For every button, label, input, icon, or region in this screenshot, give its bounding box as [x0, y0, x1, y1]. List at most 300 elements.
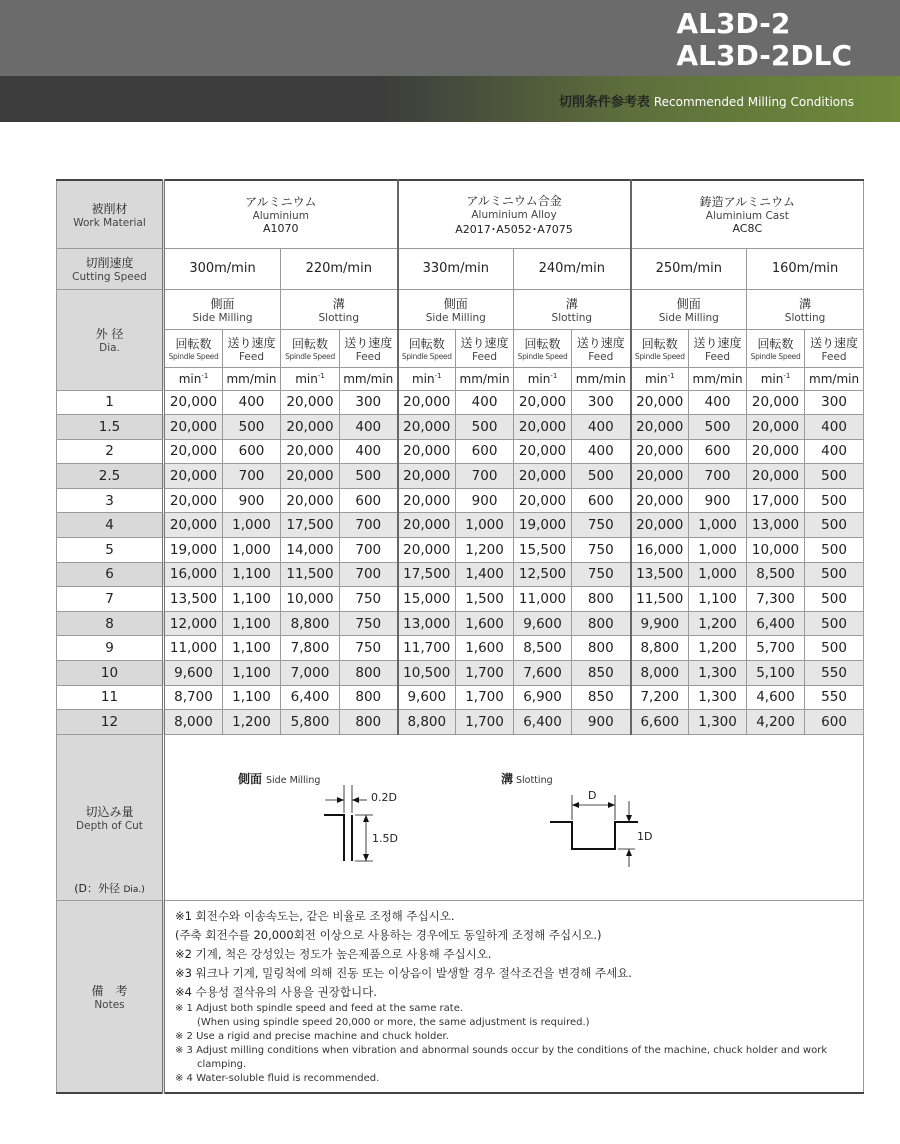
table-cell: 9,600	[514, 611, 572, 636]
table-cell: 20,000	[281, 439, 340, 464]
table-cell: 400	[689, 390, 747, 415]
subtitle-ja: 切削条件参考表	[558, 95, 650, 110]
table-row	[57, 611, 864, 636]
table-cell: 800	[572, 587, 631, 612]
table-cell: 300	[572, 390, 631, 415]
table-cell: 20,000	[631, 513, 689, 538]
table-cell: 1,200	[689, 636, 747, 661]
table-cell: 500	[572, 464, 631, 489]
table-cell: 19,000	[164, 538, 223, 563]
table-cell: 750	[572, 513, 631, 538]
slot-axial-label: 1D	[637, 829, 653, 843]
table-cell: 17,000	[747, 488, 805, 513]
spindle-speed-header	[747, 329, 805, 367]
table-cell: 750	[572, 538, 631, 563]
table-row	[57, 538, 864, 563]
spindle-unit	[747, 367, 805, 390]
table-cell: 13,500	[164, 587, 223, 612]
table-cell: 17,500	[398, 562, 456, 587]
table-cell: 1,100	[689, 587, 747, 612]
spindle-ja: 回転数	[408, 337, 445, 351]
op-6-en: Slotting	[784, 311, 826, 324]
table-cell: 500	[805, 611, 864, 636]
spindle-en: Spindle Speed	[168, 352, 219, 361]
table-cell: 20,000	[164, 415, 223, 440]
table-cell: 11,500	[631, 587, 689, 612]
note-en-6: ※ 4 Water-soluble fluid is recommended.	[175, 1072, 380, 1084]
depth-of-cut-label	[57, 734, 164, 900]
table-cell: 10,500	[398, 661, 456, 686]
table-cell: 1,000	[223, 538, 281, 563]
table-cell: 700	[456, 464, 514, 489]
slot-width-arrow-right	[608, 802, 615, 808]
table-cell: 20,000	[514, 439, 572, 464]
dia-label-ja: 外 径	[95, 327, 124, 341]
table-cell: 1,100	[223, 611, 281, 636]
table-cell: 20,000	[747, 439, 805, 464]
op-6-ja: 溝	[799, 296, 812, 311]
table-cell: 14,000	[281, 538, 340, 563]
spindle-feed-header-row	[57, 329, 864, 367]
speed-1: 300m/min	[164, 248, 281, 289]
side-milling-ja: 側面	[238, 771, 263, 786]
spindle-ja: 回転数	[175, 337, 212, 351]
table-cell: 15,500	[514, 538, 572, 563]
table-cell: 700	[340, 538, 398, 563]
table-cell: 12,000	[164, 611, 223, 636]
table-cell: 1,000	[689, 538, 747, 563]
note-ko-4: ※3 워크나 기계, 밀링척에 의해 진동 또는 이상음이 발생할 경우 절삭조건을 변경해 주세요.	[175, 965, 632, 980]
table-cell: 9,600	[398, 685, 456, 710]
work-material-ja: 被削材	[91, 201, 128, 216]
table-cell: 20,000	[631, 390, 689, 415]
spindle-speed-header	[631, 329, 689, 367]
table-cell: 7,200	[631, 685, 689, 710]
table-cell: 11,500	[281, 562, 340, 587]
table-cell: 4,600	[747, 685, 805, 710]
slotting-en: Slotting	[516, 774, 553, 786]
table-cell: 800	[572, 611, 631, 636]
spindle-unit-text: min	[295, 371, 318, 386]
table-cell: 400	[340, 415, 398, 440]
table-row	[57, 685, 864, 710]
table-cell: 8,000	[164, 710, 223, 735]
data-body	[57, 390, 864, 734]
table-cell: 16,000	[164, 562, 223, 587]
table-cell: 5,800	[281, 710, 340, 735]
table-cell: 1,300	[689, 685, 747, 710]
table-cell: 1,000	[456, 513, 514, 538]
op-2-ja: 溝	[332, 296, 345, 311]
spindle-ja: 回転数	[641, 337, 678, 351]
op-5	[631, 289, 747, 329]
feed-unit: mm/min	[572, 367, 631, 390]
depth-footnote	[57, 880, 162, 896]
table-cell: 20,000	[631, 464, 689, 489]
spindle-speed-header	[164, 329, 223, 367]
table-cell: 1,000	[223, 513, 281, 538]
table-cell: 850	[572, 685, 631, 710]
material-2-ja: アルミニウム合金	[466, 193, 562, 208]
spindle-en: Spindle Speed	[285, 352, 335, 361]
feed-header	[223, 329, 281, 367]
feed-header	[340, 329, 398, 367]
table-cell: 20,000	[398, 390, 456, 415]
table-cell: 7,800	[281, 636, 340, 661]
depth-footnote-en: Dia.)	[123, 884, 145, 895]
row-dia: 1.5	[57, 415, 164, 440]
table-cell: 6,600	[631, 710, 689, 735]
table-row	[57, 390, 864, 415]
feed-unit: mm/min	[689, 367, 747, 390]
table-cell: 20,000	[164, 488, 223, 513]
note-en-1: ※ 1 Adjust both spindle speed and feed at the same rate.	[175, 1002, 464, 1014]
table-cell: 20,000	[398, 538, 456, 563]
side-dim-arrow-right	[352, 797, 359, 803]
row-dia: 12	[57, 710, 164, 735]
feed-ja: 送り速度	[460, 335, 509, 350]
table-cell: 400	[572, 415, 631, 440]
speed-2: 220m/min	[281, 248, 398, 289]
table-cell: 750	[572, 562, 631, 587]
table-cell: 550	[805, 661, 864, 686]
table-cell: 10,000	[281, 587, 340, 612]
notes-label	[57, 900, 164, 1093]
model-line-2: AL3D-2DLC	[676, 39, 852, 72]
table-cell: 20,000	[398, 415, 456, 440]
table-cell: 500	[340, 464, 398, 489]
table-cell: 500	[805, 513, 864, 538]
feed-header	[572, 329, 631, 367]
table-cell: 7,000	[281, 661, 340, 686]
table-cell: 1,100	[223, 562, 281, 587]
feed-ja: 送り速度	[810, 335, 859, 350]
table-cell: 5,100	[747, 661, 805, 686]
table-cell: 7,600	[514, 661, 572, 686]
side-radial-label: 0.2D	[371, 790, 397, 804]
table-cell: 15,000	[398, 587, 456, 612]
table-cell: 20,000	[164, 390, 223, 415]
table-cell: 850	[572, 661, 631, 686]
slot-axial-arrow-bottom	[626, 849, 632, 856]
table-cell: 4,200	[747, 710, 805, 735]
row-dia: 4	[57, 513, 164, 538]
table-cell: 400	[340, 439, 398, 464]
spindle-unit-sup: -1	[783, 371, 791, 380]
work-material-en: Work Material	[73, 216, 146, 229]
feed-header	[689, 329, 747, 367]
table-cell: 8,000	[631, 661, 689, 686]
side-axial-label: 1.5D	[372, 831, 398, 845]
table-cell: 19,000	[514, 513, 572, 538]
table-cell: 600	[572, 488, 631, 513]
spindle-ja: 回転数	[757, 337, 794, 351]
depth-of-cut-en: Depth of Cut	[76, 819, 143, 832]
op-6	[747, 289, 864, 329]
spindle-en: Spindle Speed	[517, 352, 568, 361]
table-cell: 6,400	[281, 685, 340, 710]
table-cell: 700	[340, 513, 398, 538]
table-cell: 20,000	[281, 390, 340, 415]
spindle-ja: 回転数	[291, 337, 328, 351]
table-cell: 20,000	[514, 390, 572, 415]
work-material-label	[57, 180, 164, 248]
row-dia: 7	[57, 587, 164, 612]
row-dia: 3	[57, 488, 164, 513]
milling-conditions-table	[56, 179, 864, 1094]
table-row	[57, 488, 864, 513]
speed-5: 250m/min	[631, 248, 747, 289]
table-cell: 300	[340, 390, 398, 415]
table-cell: 750	[340, 636, 398, 661]
op-1	[164, 289, 281, 329]
spindle-unit-text: min	[644, 371, 668, 386]
feed-unit: mm/min	[805, 367, 864, 390]
table-cell: 9,900	[631, 611, 689, 636]
table-cell: 20,000	[398, 464, 456, 489]
table-cell: 1,700	[456, 710, 514, 735]
spindle-unit-text: min	[178, 371, 202, 386]
model-line-1: AL3D-2	[676, 7, 791, 40]
cutting-speed-en: Cutting Speed	[72, 271, 147, 283]
op-4-ja: 溝	[565, 296, 578, 311]
dia-label-en: Dia.	[99, 342, 120, 354]
cutting-speed-label	[57, 248, 164, 289]
table-cell: 400	[456, 390, 514, 415]
table-cell: 300	[805, 390, 864, 415]
table-cell: 13,000	[398, 611, 456, 636]
notes-content	[164, 900, 864, 1093]
model-title	[677, 8, 853, 72]
table-cell: 1,000	[689, 513, 747, 538]
feed-en: Feed	[238, 350, 265, 363]
feed-ja: 送り速度	[693, 335, 742, 350]
unit-row	[57, 367, 864, 390]
feed-header	[456, 329, 514, 367]
speed-4: 240m/min	[514, 248, 631, 289]
op-3	[398, 289, 514, 329]
slotting-ja: 溝	[501, 771, 514, 786]
table-cell: 20,000	[164, 513, 223, 538]
spindle-unit-text: min	[527, 371, 551, 386]
table-cell: 500	[805, 562, 864, 587]
table-cell: 800	[340, 685, 398, 710]
table-cell: 1,300	[689, 661, 747, 686]
spindle-unit-sup: -1	[550, 371, 558, 380]
table-cell: 13,000	[747, 513, 805, 538]
table-cell: 700	[689, 464, 747, 489]
note-ko-5: ※4 수용성 절삭유의 사용을 권장합니다.	[175, 984, 377, 999]
table-cell: 20,000	[631, 488, 689, 513]
op-5-en: Side Milling	[658, 311, 719, 324]
spindle-speed-header	[398, 329, 456, 367]
table-cell: 600	[456, 439, 514, 464]
table-cell: 1,700	[456, 685, 514, 710]
table-cell: 20,000	[398, 439, 456, 464]
table-cell: 1,100	[223, 685, 281, 710]
table-cell: 1,100	[223, 587, 281, 612]
table-cell: 1,200	[223, 710, 281, 735]
table-cell: 1,400	[456, 562, 514, 587]
table-cell: 1,000	[689, 562, 747, 587]
op-3-en: Side Milling	[425, 311, 486, 324]
feed-unit: mm/min	[340, 367, 398, 390]
row-dia: 9	[57, 636, 164, 661]
material-1-code: A1070	[263, 222, 299, 236]
material-1-ja: アルミニウム	[245, 195, 317, 210]
table-cell: 8,700	[164, 685, 223, 710]
table-cell: 20,000	[398, 488, 456, 513]
row-dia: 8	[57, 611, 164, 636]
feed-en: Feed	[821, 350, 847, 363]
side-axial-arrow-top	[363, 815, 369, 822]
table-cell: 6,900	[514, 685, 572, 710]
spindle-en: Spindle Speed	[401, 352, 452, 361]
spindle-unit-sup: -1	[317, 371, 325, 380]
op-2-en: Slotting	[318, 311, 359, 324]
row-dia: 5	[57, 538, 164, 563]
table-row	[57, 636, 864, 661]
op-3-ja: 側面	[443, 296, 468, 311]
table-row	[57, 439, 864, 464]
table-cell: 750	[340, 611, 398, 636]
table-cell: 500	[456, 415, 514, 440]
table-cell: 700	[340, 562, 398, 587]
feed-ja: 送り速度	[227, 335, 276, 350]
table-cell: 500	[805, 464, 864, 489]
op-2	[281, 289, 398, 329]
table-cell: 11,700	[398, 636, 456, 661]
material-3-code: AC8C	[732, 222, 763, 236]
spindle-unit	[514, 367, 572, 390]
note-en-2: (When using spindle speed 20,000 or more, the same adjustment is required.)	[197, 1016, 590, 1028]
table-cell: 1,600	[456, 611, 514, 636]
cutting-speed-ja: 切削速度	[85, 256, 134, 270]
table-cell: 5,700	[747, 636, 805, 661]
table-cell: 20,000	[747, 415, 805, 440]
side-dim-arrow-left	[337, 797, 344, 803]
table-cell: 500	[805, 636, 864, 661]
table-cell: 11,000	[164, 636, 223, 661]
feed-ja: 送り速度	[344, 335, 393, 350]
row-dia: 2.5	[57, 464, 164, 489]
table-row	[57, 464, 864, 489]
table-row	[57, 587, 864, 612]
table-cell: 20,000	[631, 439, 689, 464]
table-cell: 20,000	[514, 415, 572, 440]
table-cell: 16,000	[631, 538, 689, 563]
note-en-4: ※ 3 Adjust milling conditions when vibration and abnormal sounds occur by the conditions of the machine, chuck holder and work	[175, 1044, 828, 1056]
table-cell: 8,800	[281, 611, 340, 636]
table-cell: 8,500	[747, 562, 805, 587]
slot-width-label: D	[588, 788, 597, 802]
speed-6: 160m/min	[747, 248, 864, 289]
feed-en: Feed	[705, 350, 731, 363]
table-cell: 750	[340, 587, 398, 612]
depth-diagram-cell	[164, 734, 864, 900]
table-cell: 1,600	[456, 636, 514, 661]
table-cell: 20,000	[398, 513, 456, 538]
table-cell: 400	[572, 439, 631, 464]
table-cell: 550	[805, 685, 864, 710]
feed-en: Feed	[472, 350, 498, 363]
table-row	[57, 562, 864, 587]
spindle-en: Spindle Speed	[634, 352, 685, 361]
feed-unit: mm/min	[223, 367, 281, 390]
material-2-code: A2017･A5052･A7075	[455, 222, 573, 236]
material-2	[398, 180, 631, 248]
table-cell: 11,000	[514, 587, 572, 612]
table-cell: 8,500	[514, 636, 572, 661]
table-cell: 20,000	[281, 415, 340, 440]
table-cell: 13,500	[631, 562, 689, 587]
table-cell: 20,000	[747, 464, 805, 489]
table-cell: 500	[805, 488, 864, 513]
row-dia: 10	[57, 661, 164, 686]
feed-en: Feed	[355, 350, 381, 363]
table-cell: 700	[223, 464, 281, 489]
table-cell: 20,000	[164, 464, 223, 489]
table-cell: 600	[223, 439, 281, 464]
op-1-ja: 側面	[210, 296, 235, 311]
material-3	[631, 180, 864, 248]
table-cell: 1,200	[689, 611, 747, 636]
table-row	[57, 415, 864, 440]
row-dia: 1	[57, 390, 164, 415]
note-en-3: ※ 2 Use a rigid and precise machine and chuck holder.	[175, 1030, 449, 1042]
note-en-5: clamping.	[197, 1058, 247, 1070]
spindle-unit	[281, 367, 340, 390]
table-cell: 1,500	[456, 587, 514, 612]
spindle-unit-sup: -1	[667, 371, 675, 380]
op-1-en: Side Milling	[192, 311, 253, 324]
side-milling-en: Side Milling	[266, 774, 321, 786]
op-5-ja: 側面	[676, 296, 701, 311]
depth-footnote-ja: (D：外径	[74, 881, 120, 895]
table-cell: 20,000	[514, 464, 572, 489]
subtitle	[559, 91, 854, 110]
subtitle-en: Recommended Milling Conditions	[653, 95, 854, 109]
material-2-en: Aluminium Alloy	[471, 208, 557, 221]
depth-diagram	[165, 735, 865, 899]
table-cell: 17,500	[281, 513, 340, 538]
table-cell: 400	[223, 390, 281, 415]
slot-axial-arrow-top	[626, 815, 632, 822]
row-dia: 6	[57, 562, 164, 587]
table-cell: 8,800	[398, 710, 456, 735]
table-cell: 8,800	[631, 636, 689, 661]
spindle-unit-sup: -1	[434, 371, 442, 380]
table-cell: 9,600	[164, 661, 223, 686]
table-cell: 12,500	[514, 562, 572, 587]
dia-label	[57, 289, 164, 390]
table-cell: 6,400	[747, 611, 805, 636]
table-cell: 1,100	[223, 661, 281, 686]
table-cell: 1,200	[456, 538, 514, 563]
table-cell: 600	[805, 710, 864, 735]
table-cell: 6,400	[514, 710, 572, 735]
side-axial-arrow-bottom	[363, 854, 369, 861]
table-cell: 500	[805, 538, 864, 563]
spindle-en: Spindle Speed	[750, 352, 801, 361]
table-row	[57, 710, 864, 735]
table-cell: 400	[805, 439, 864, 464]
row-dia: 11	[57, 685, 164, 710]
table-cell: 1,700	[456, 661, 514, 686]
feed-ja: 送り速度	[576, 335, 625, 350]
table-cell: 900	[689, 488, 747, 513]
op-4	[514, 289, 631, 329]
